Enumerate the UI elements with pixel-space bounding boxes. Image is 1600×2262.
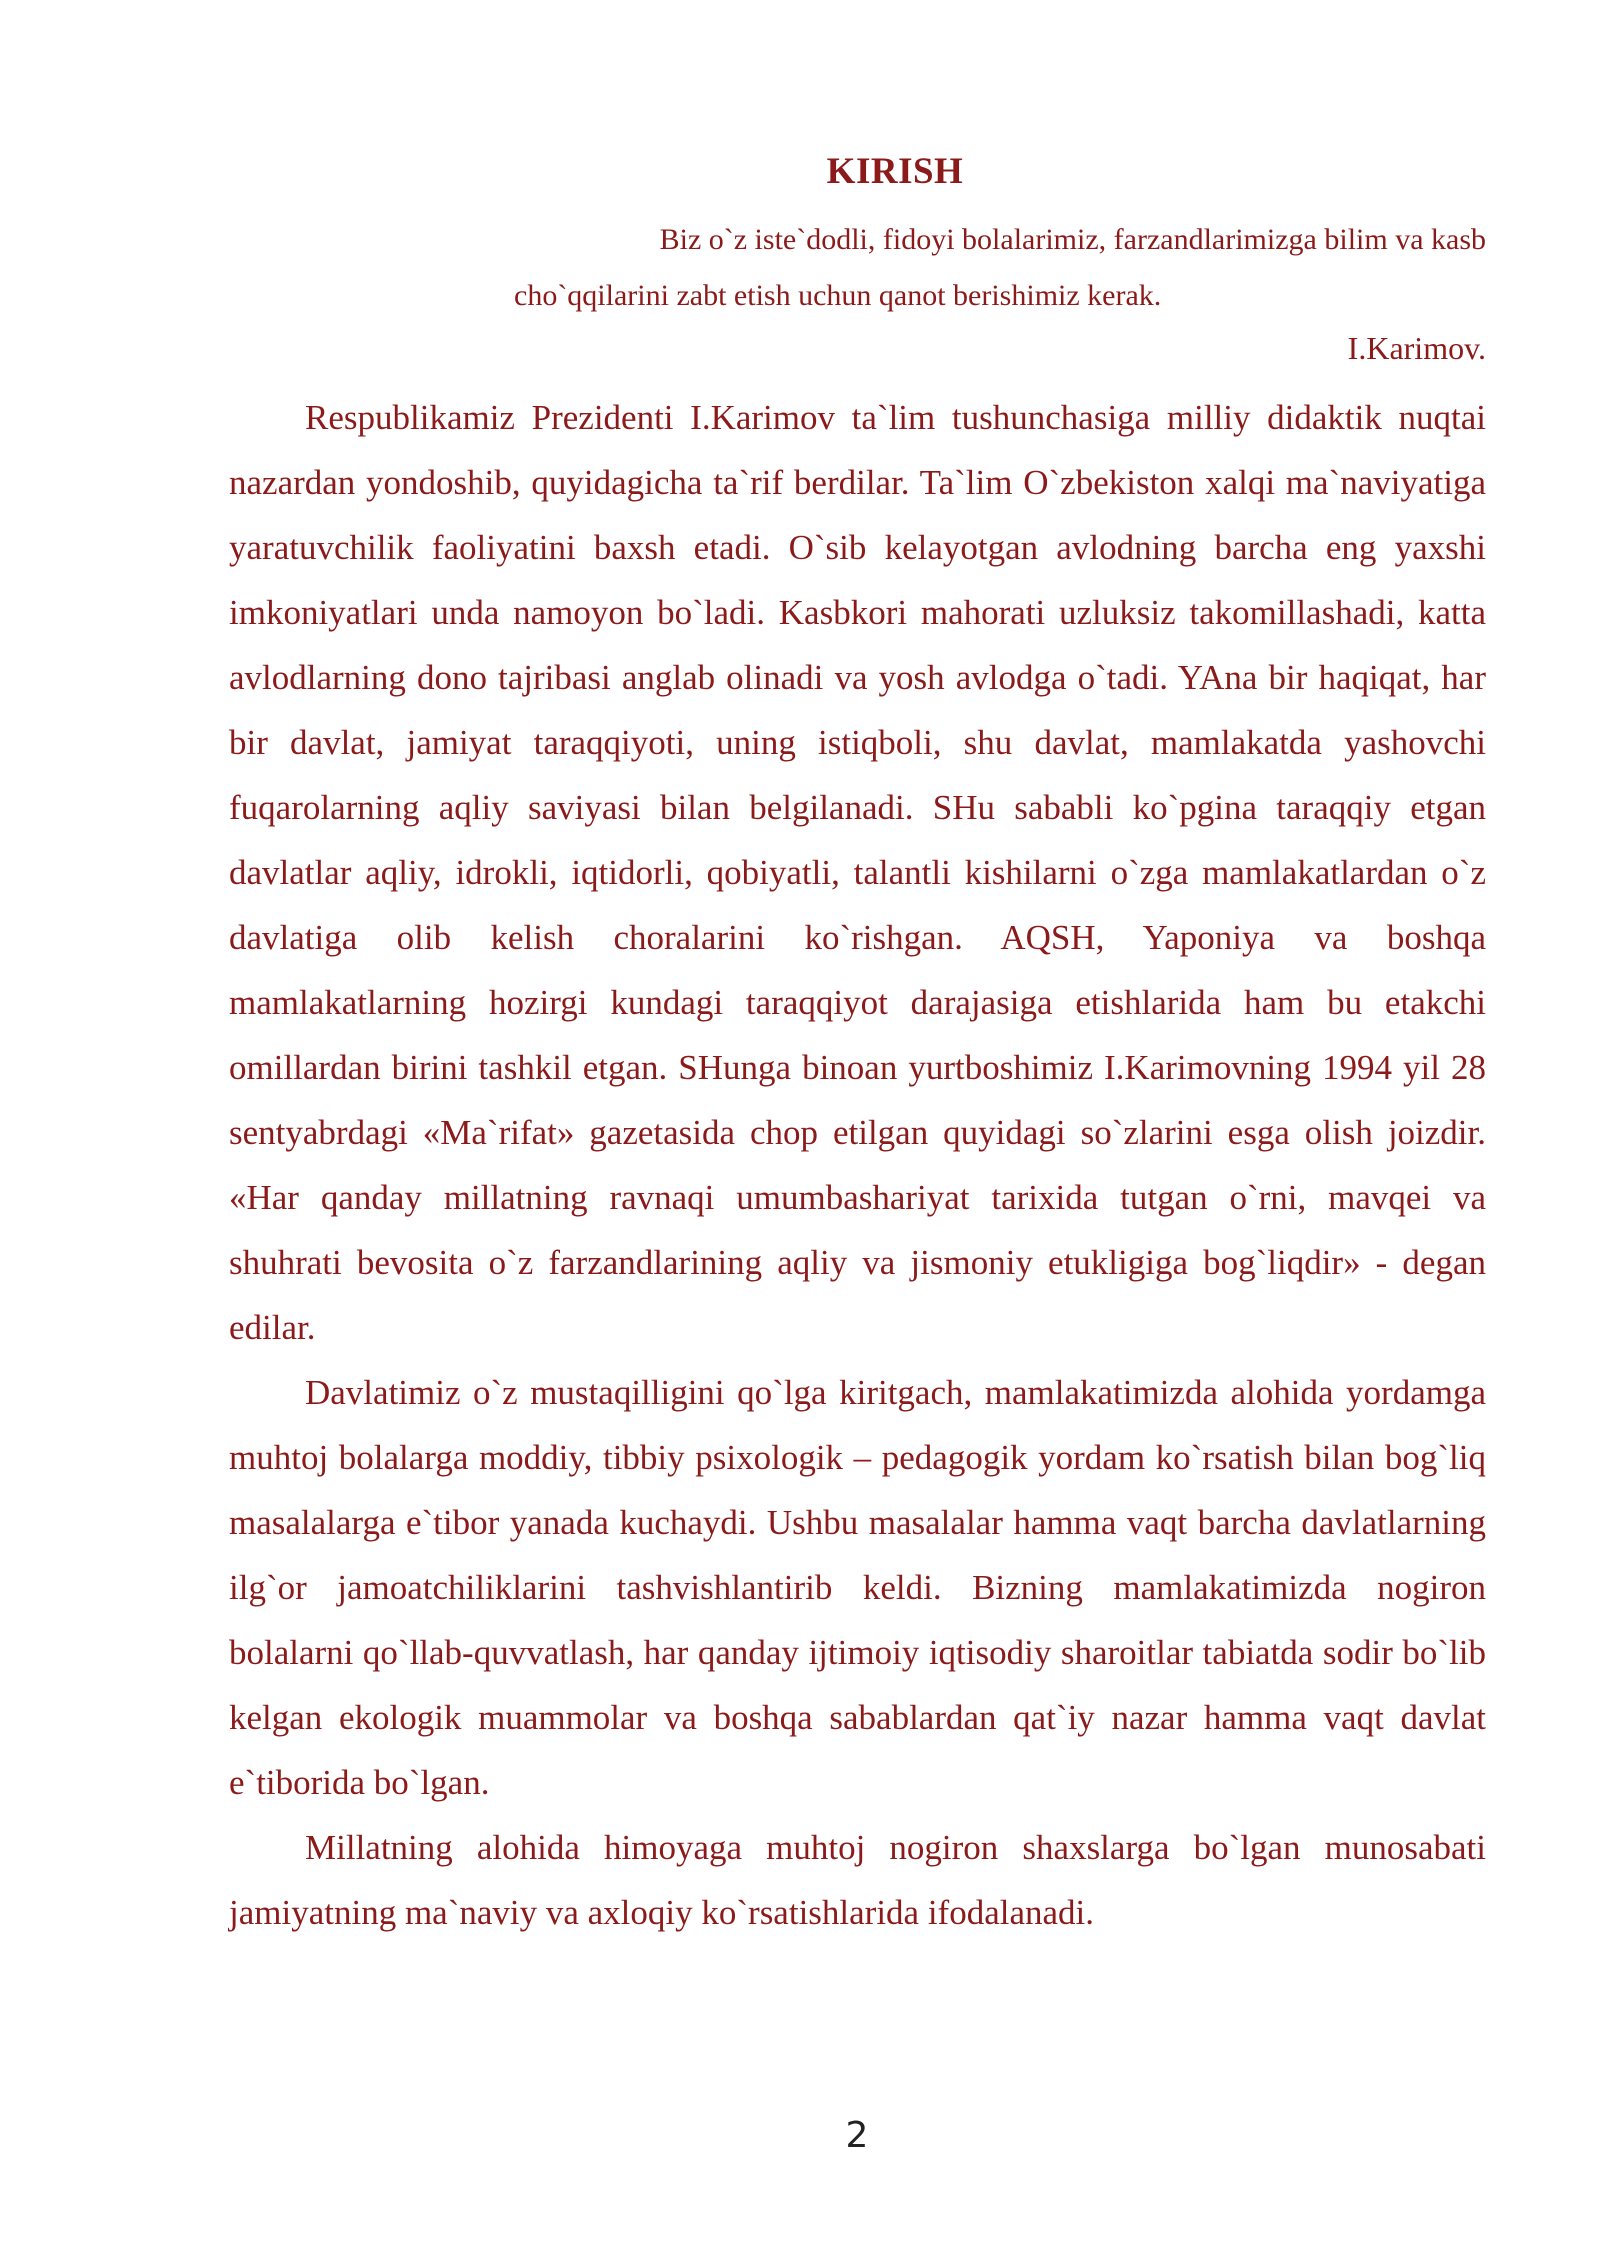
page-number: 2 — [845, 2115, 869, 2156]
epigraph — [514, 212, 1486, 324]
paragraph-2: Davlatimiz o`z mustaqilligini qo`lga kiritgach, mamlakatimizda alohida yordamga muhtoj bolalarga moddiy, tibbiy psixologik – pedagogik yordam ko`rsatish bilan bog`liq masalalarga e`tibor yanada kuchaydi. Ushbu masalalar hamma vaqt barcha davlatlarning ilg`or jamoatchiliklarini tashvishlantirib keldi. Bizning mamlakatimizda nogiron bolalarni qo`llab-quvvatlash, har qanday ijtimoiy iqtisodiy sharoitlar tabiatda sodir bo`lib kelgan ekologik muammolar va boshqa sabablardan qat`iy nazar hamma vaqt davlat e`tiborida bo`lgan. — [229, 1373, 1486, 1802]
paragraph-3: Millatning alohida himoyaga muhtoj nogiron shaxslarga bo`lgan munosabati jamiyatning ma`naviy va axloqiy ko`rsatishlarida ifodalanadi. — [229, 1828, 1486, 1932]
paragraph-1: Respublikamiz Prezidenti I.Karimov ta`lim tushunchasiga milliy didaktik nuqtai nazardan yondoshib, quyidagicha ta`rif berdilar. Ta`lim O`zbekiston xalqi ma`naviyatiga yaratuvchilik faoliyatini baxsh etadi. O`sib kelayotgan avlodning barcha eng yaxshi imkoniyatlari unda namoyon bo`ladi. Kasbkori mahorati uzluksiz takomillashadi, katta avlodlarning dono tajribasi anglab olinadi va yosh avlodga o`tadi. YAna bir haqiqat, har bir davlat, jamiyat taraqqiyoti, uning istiqboli, shu davlat, mamlakatda yashovchi fuqarolarning aqliy saviyasi bilan belgilanadi. SHu sababli ko`pgina taraqqiy etgan davlatlar aqliy, idrokli, iqtidorli, qobiyatli, talantli kishilarni o`zga mamlakatlardan o`z davlatiga olib kelish choralarini ko`rishgan. AQSH, Yaponiya va boshqa mamlakatlarning hozirgi kundagi taraqqiyot darajasiga etishlarida ham bu etakchi omillardan birini tashkil etgan. SHunga binoan yurtboshimiz I.Karimovning 1994 yil 28 sentyabrdagi «Ma`rifat» gazetasida chop etilgan quyidagi so`zlarini esga olish joizdir. «Har qanday millatning ravnaqi umumbashariyat tarixida tutgan o`rni, mavqei va shuhrati bevosita o`z farzandlarining aqliy va jismoniy etukligiga bog`liqdir» - degan edilar. — [229, 398, 1486, 1347]
page-title: KIRISH — [826, 151, 964, 192]
epigraph-line-2: cho`qqilarini zabt etish uchun qanot berishimiz kerak. — [514, 279, 1162, 312]
epigraph-line-1: Biz o`z iste`dodli, fidoyi bolalarimiz, farzandlarimizga bilim va kasb — [659, 223, 1486, 256]
body-text — [229, 385, 1486, 1945]
epigraph-author: I.Karimov. — [1347, 330, 1486, 366]
